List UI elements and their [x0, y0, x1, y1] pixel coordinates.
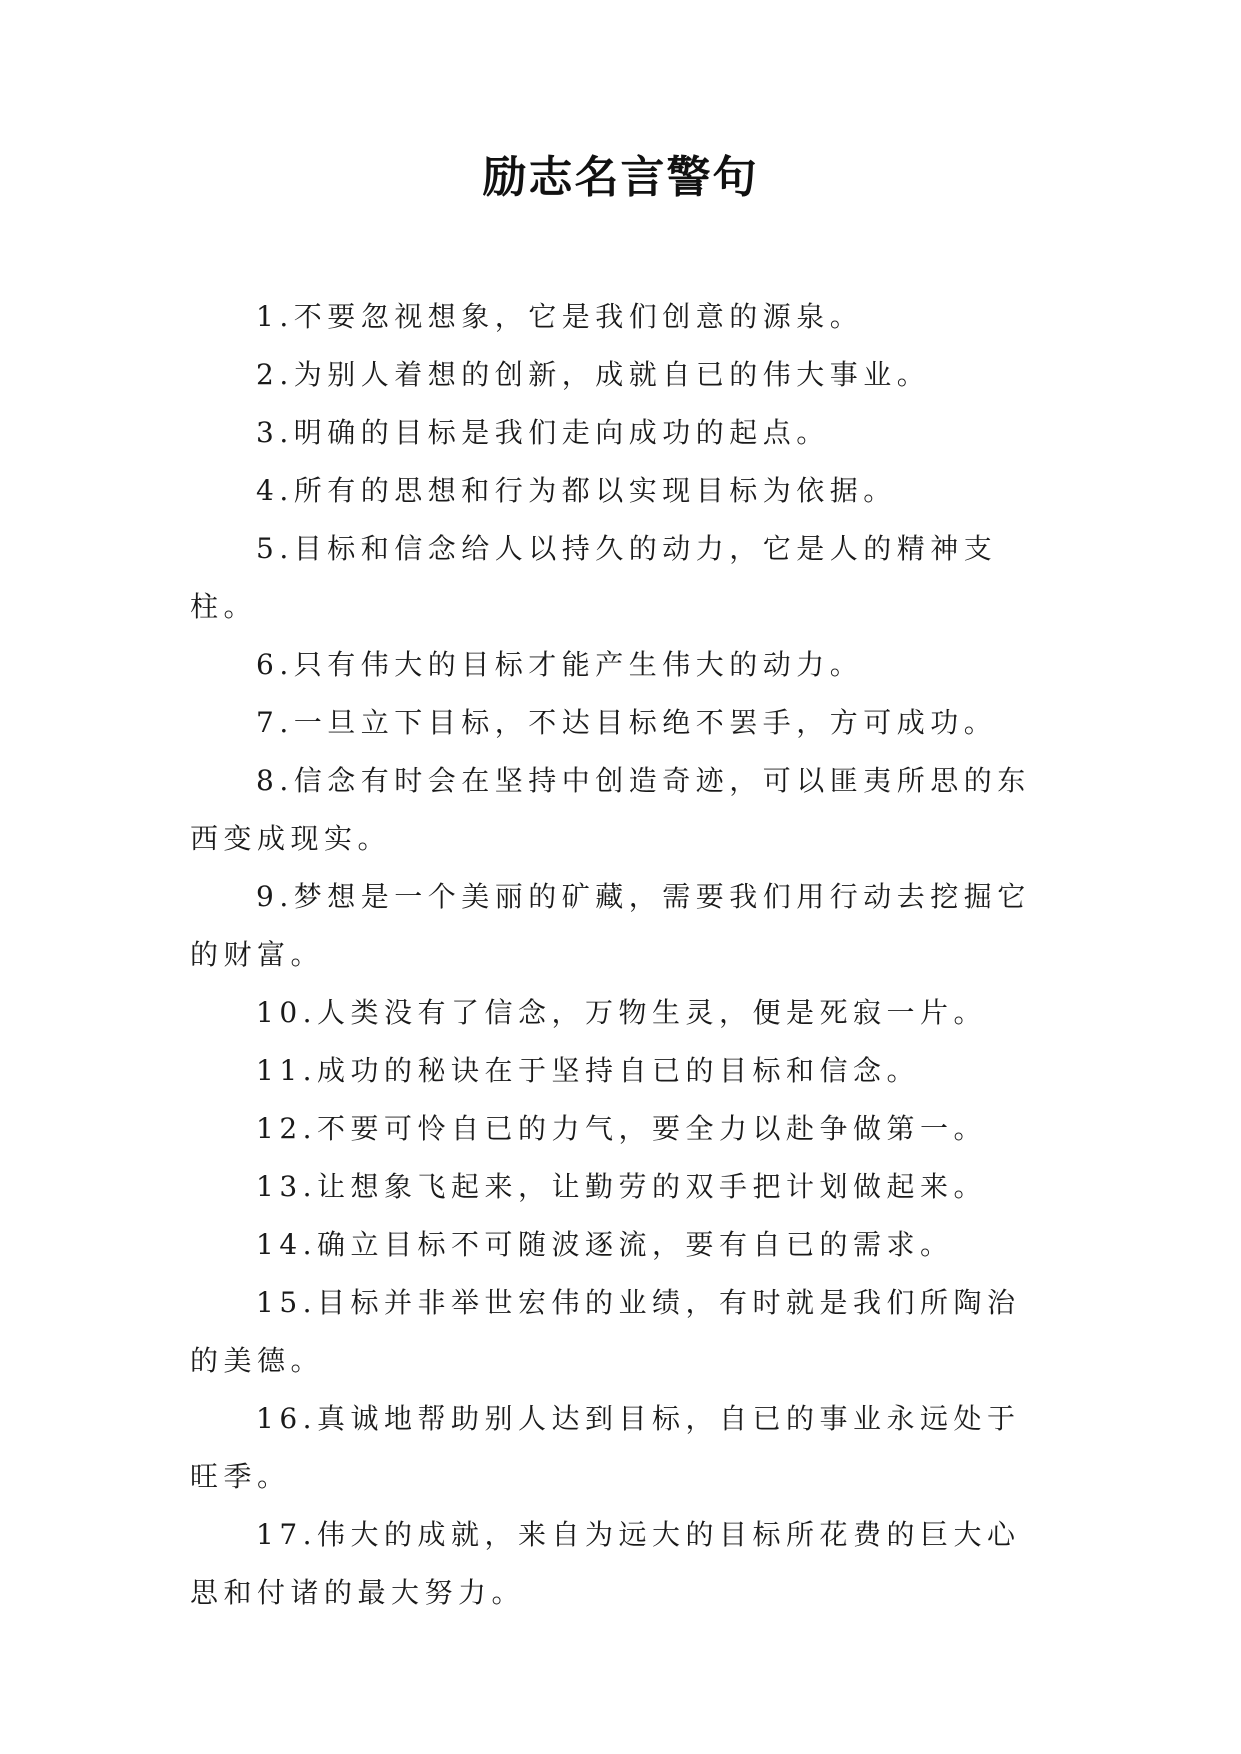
quote-paragraph: 8.信念有时会在坚持中创造奇迹，可以匪夷所思的东西变成现实。 — [190, 764, 1031, 855]
quote-paragraph: 11.成功的秘诀在于坚持自已的目标和信念。 — [256, 1054, 921, 1087]
quote-paragraph: 16.真诚地帮助别人达到目标，自已的事业永远处于旺季。 — [190, 1402, 1021, 1493]
quote-paragraph: 17.伟大的成就，来自为远大的目标所花费的巨大心思和付诸的最大努力。 — [190, 1518, 1021, 1609]
quote-paragraph: 9.梦想是一个美丽的矿藏，需要我们用行动去挖掘它的财富。 — [190, 880, 1031, 971]
quote-paragraph: 4.所有的思想和行为都以实现目标为依据。 — [256, 474, 897, 507]
document-title: 励志名言警句 — [482, 152, 759, 203]
quote-paragraph: 15.目标并非举世宏伟的业绩，有时就是我们所陶治的美德。 — [190, 1286, 1021, 1377]
quote-paragraph: 1.不要忽视想象，它是我们创意的源泉。 — [256, 300, 864, 333]
quote-paragraph: 2.为别人着想的创新，成就自已的伟大事业。 — [256, 358, 931, 391]
quote-paragraph: 3.明确的目标是我们走向成功的起点。 — [256, 416, 830, 449]
quote-paragraph: 14.确立目标不可随波逐流，要有自已的需求。 — [256, 1228, 954, 1261]
quote-paragraph: 6.只有伟大的目标才能产生伟大的动力。 — [256, 648, 864, 681]
quote-list — [190, 288, 1050, 1622]
quote-paragraph: 5.目标和信念给人以持久的动力，它是人的精神支柱。 — [190, 532, 998, 623]
quote-paragraph: 7.一旦立下目标，不达目标绝不罢手，方可成功。 — [256, 706, 998, 739]
quote-paragraph: 12.不要可怜自已的力气，要全力以赴争做第一。 — [256, 1112, 988, 1145]
quote-paragraph: 13.让想象飞起来，让勤劳的双手把计划做起来。 — [256, 1170, 988, 1203]
quote-paragraph: 10.人类没有了信念，万物生灵，便是死寂一片。 — [256, 996, 988, 1029]
